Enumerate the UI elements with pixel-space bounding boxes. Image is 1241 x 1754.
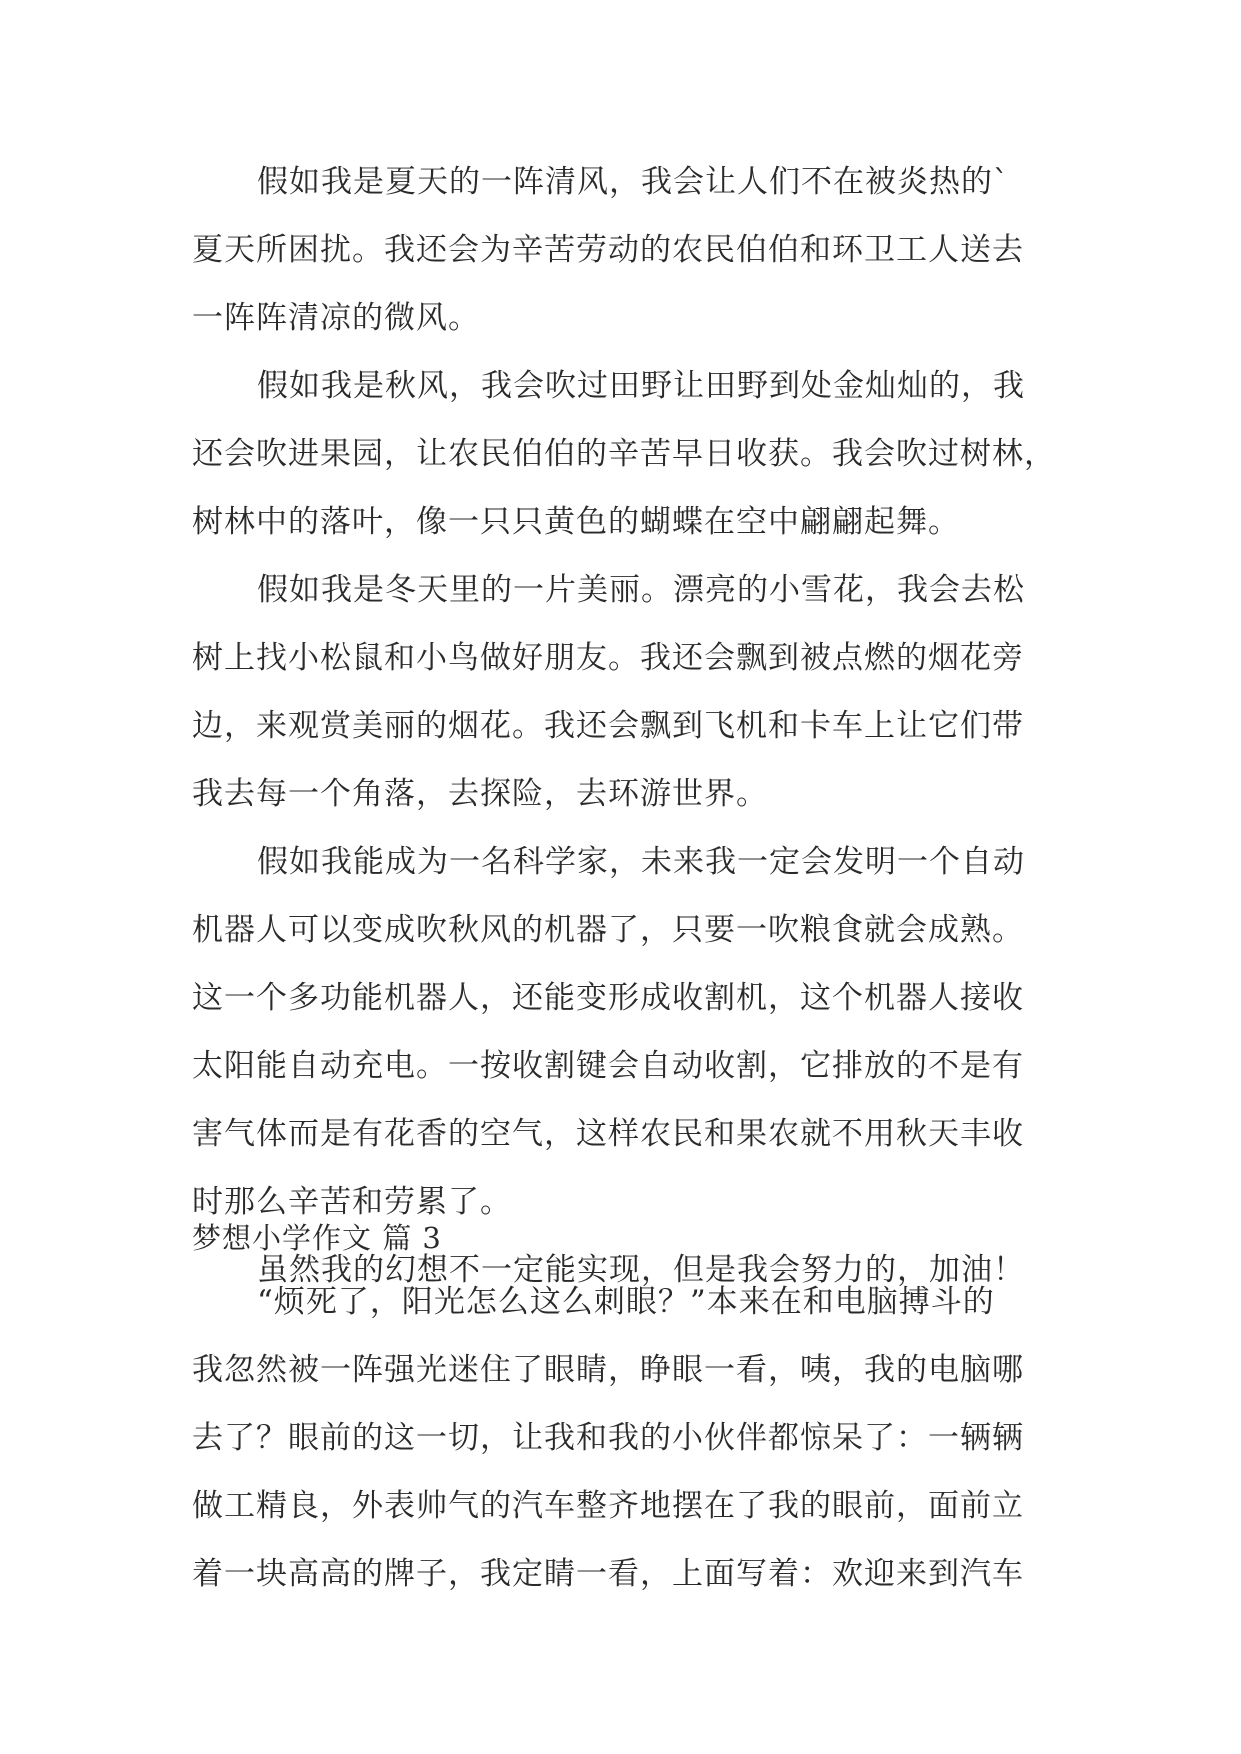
text-line: 时那么辛苦和劳累了。 — [192, 1184, 512, 1220]
text-line: 虽然我的幻想不一定能实现，但是我会努力的，加油！ — [257, 1252, 1025, 1288]
text-line: 做工精良，外表帅气的汽车整齐地摆在了我的眼前，面前立 — [192, 1488, 1024, 1524]
text-line: 去了？眼前的这一切，让我和我的小伙伴都惊呆了：一辆辆 — [192, 1420, 1024, 1456]
paragraph-autumn-wind — [192, 352, 1072, 556]
essay-section-2 — [192, 1268, 1072, 1608]
text-line: 假如我能成为一名科学家，未来我一定会发明一个自动 — [257, 844, 1025, 880]
text-line: “烦死了，阳光怎么这么刺眼？”本来在和电脑搏斗的 — [257, 1284, 995, 1320]
text-line: 夏天所困扰。我还会为辛苦劳动的农民伯伯和环卫工人送去 — [192, 232, 1024, 268]
text-line: 一阵阵清凉的微风。 — [192, 300, 480, 336]
text-line: 边，来观赏美丽的烟花。我还会飘到飞机和卡车上让它们带 — [192, 708, 1024, 744]
text-line: 害气体而是有花香的空气，这样农民和果农就不用秋天丰收 — [192, 1116, 1024, 1152]
paragraph-scientist — [192, 828, 1072, 1236]
text-line: 我忽然被一阵强光迷住了眼睛，睁眼一看，咦，我的电脑哪 — [192, 1352, 1024, 1388]
text-line: 机器人可以变成吹秋风的机器了，只要一吹粮食就会成熟。 — [192, 912, 1024, 948]
paragraph-car-world — [192, 1268, 1072, 1608]
text-line: 树林中的落叶，像一只只黄色的蝴蝶在空中翩翩起舞。 — [192, 504, 960, 540]
paragraph-summer-breeze — [192, 148, 1072, 352]
text-line: 假如我是秋风，我会吹过田野让田野到处金灿灿的，我 — [257, 368, 1025, 404]
text-line: 假如我是夏天的一阵清风，我会让人们不在被炎热的` — [257, 164, 1010, 200]
text-line: 着一块高高的牌子，我定睛一看，上面写着：欢迎来到汽车 — [192, 1556, 1024, 1592]
section-heading: 梦想小学作文 篇 3 — [192, 1221, 442, 1255]
text-line: 这一个多功能机器人，还能变形成收割机，这个机器人接收 — [192, 980, 1024, 1016]
text-line: 太阳能自动充电。一按收割键会自动收割，它排放的不是有 — [192, 1048, 1024, 1084]
text-line: 树上找小松鼠和小鸟做好朋友。我还会飘到被点燃的烟花旁 — [192, 640, 1024, 676]
text-line: 我去每一个角落，去探险，去环游世界。 — [192, 776, 768, 812]
text-line: 还会吹进果园，让农民伯伯的辛苦早日收获。我会吹过树林， — [192, 436, 1056, 472]
essay-section-1 — [192, 148, 1072, 1304]
paragraph-winter-snowflake — [192, 556, 1072, 828]
text-line: 假如我是冬天里的一片美丽。漂亮的小雪花，我会去松 — [257, 572, 1025, 608]
